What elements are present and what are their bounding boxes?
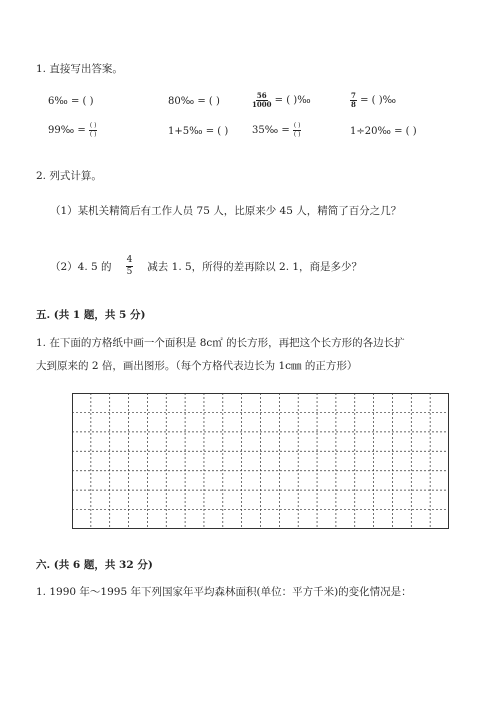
fraction-denominator: 8	[351, 100, 356, 109]
expression: 99‰ =	[48, 125, 86, 136]
q1-row2-item2: 1+5‰ = ( )	[168, 126, 229, 137]
sec5-question-line2: 大到原来的 2 倍，画出图形。（每个方格代表边长为 1c㎜ 的正方形）	[36, 360, 358, 372]
answer-blank: = ( )‰	[360, 95, 397, 106]
square-grid-paper	[72, 393, 449, 529]
q1-row1-item1: 6‰ = ( )	[48, 96, 94, 107]
q2-part2	[50, 255, 362, 278]
answer-blank: = ( )‰	[274, 95, 311, 106]
fraction-denominator: 5	[126, 267, 133, 277]
sec5-question-line1: 1. 在下面的方格纸中画一个面积是 8c㎡ 的长方形，再把这个长方形的各边长扩	[36, 337, 405, 349]
fraction	[293, 122, 302, 139]
q1-row1-item3	[252, 92, 311, 109]
fraction-numerator: 56	[256, 91, 267, 100]
q1-row1-item4	[350, 92, 396, 109]
fraction	[89, 122, 98, 139]
fraction-denominator: ( )	[293, 131, 301, 138]
q1-row2-item3	[252, 122, 301, 139]
fraction-numerator: 4	[126, 255, 133, 265]
fraction-denominator: ( )	[89, 131, 97, 138]
fraction-numerator: ( )	[293, 122, 301, 129]
fraction-numerator: 7	[351, 91, 356, 100]
fraction	[126, 255, 134, 278]
q1-heading: 1. 直接写出答案。	[36, 63, 123, 75]
fraction-numerator: ( )	[89, 122, 97, 129]
expression: 35‰ =	[252, 125, 290, 136]
sec6-question-line1: 1. 1990 年～1995 年下列国家年平均森林面积(单位：平方千米)的变化情况是：	[36, 586, 412, 598]
fraction-denominator: 1000	[252, 100, 272, 109]
q2-part2-suffix: 减去 1. 5，所得的差再除以 2. 1，商是多少？	[147, 261, 363, 273]
q2-part2-prefix: （2）4. 5 的	[50, 261, 112, 273]
q2-part1: （1）某机关精简后有工作人员 75 人，比原来少 45 人，精简了百分之几？	[50, 205, 402, 217]
section-5-title: 五. (共 1 题，共 5 分)	[36, 309, 146, 321]
q1-row2-item1	[48, 122, 97, 139]
section-6-title: 六. (共 6 题，共 32 分)	[36, 559, 153, 571]
q1-row2-item4: 1÷20‰ = ( )	[350, 126, 417, 137]
q1-row1-item2: 80‰ = ( )	[168, 96, 220, 107]
fraction	[350, 92, 357, 109]
q2-heading: 2. 列式计算。	[36, 170, 102, 182]
fraction	[252, 92, 271, 109]
